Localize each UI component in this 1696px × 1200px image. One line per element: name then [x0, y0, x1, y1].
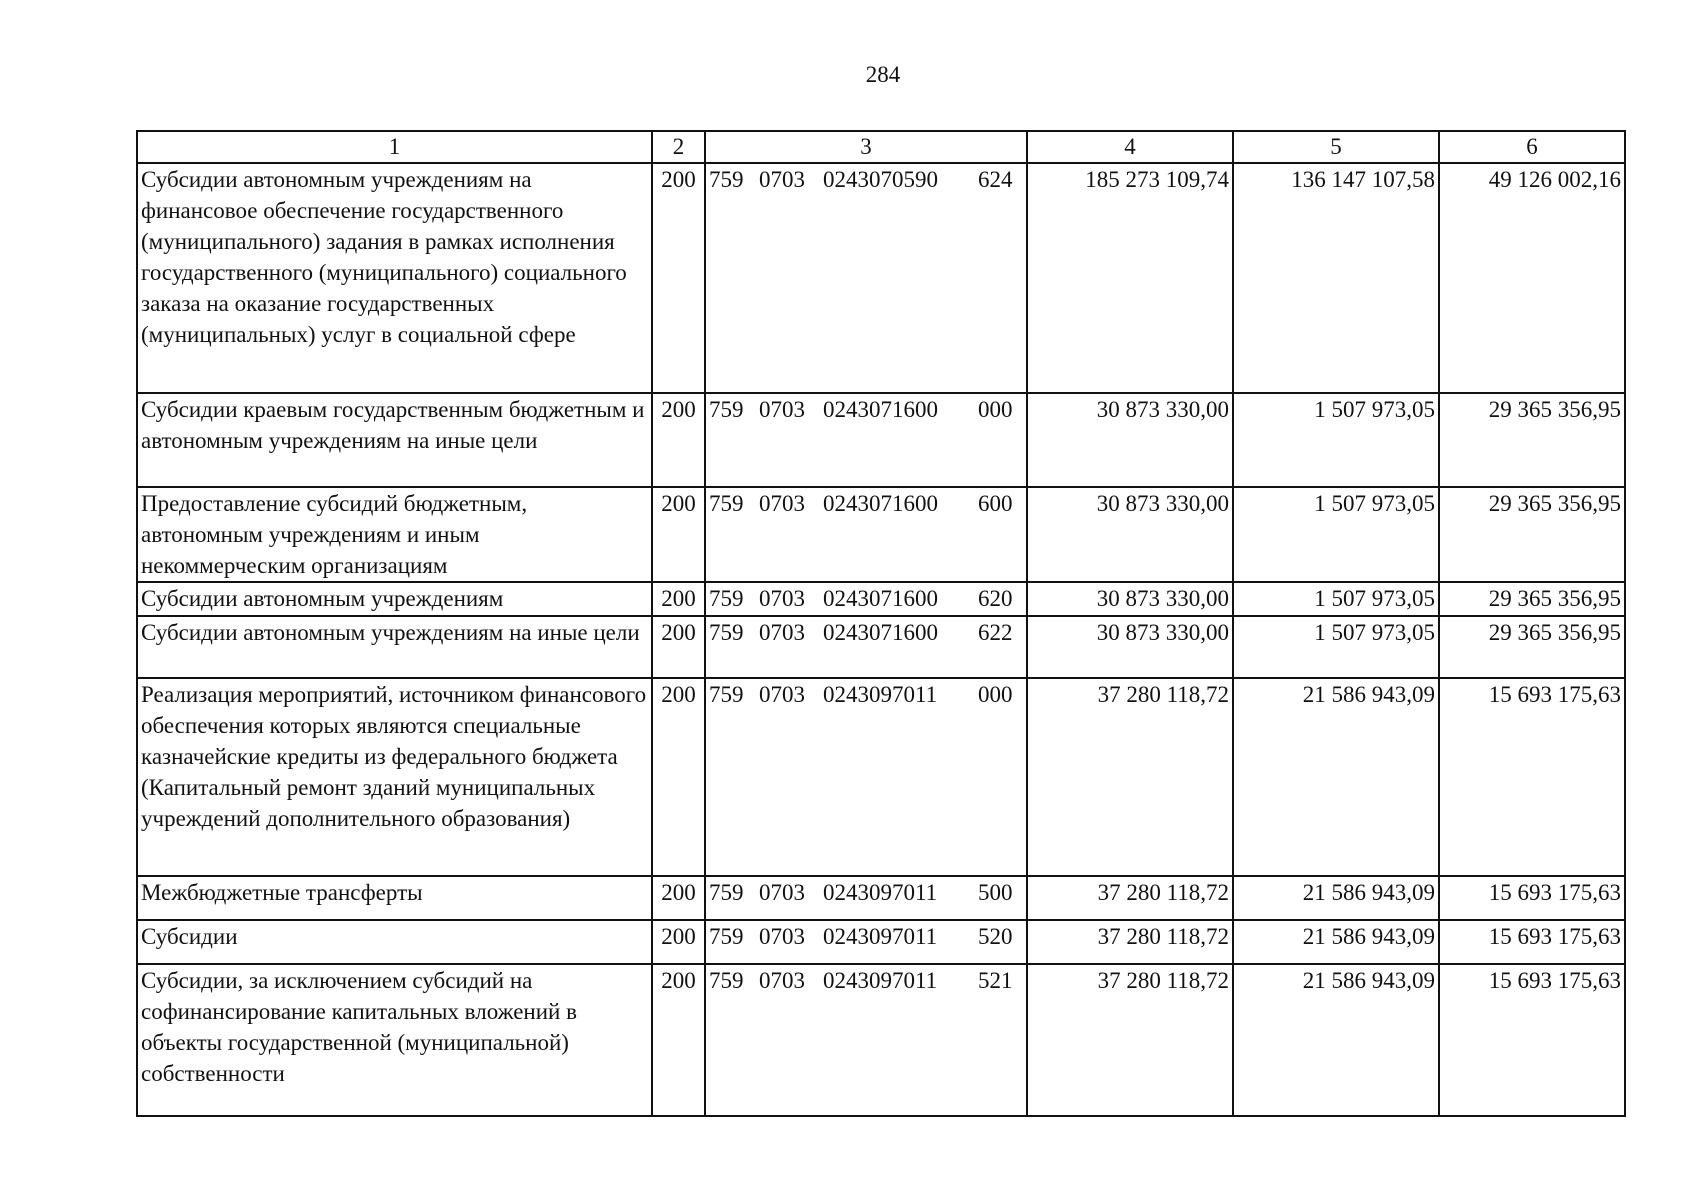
row-col2: 200 [652, 616, 705, 678]
row-section: 0703 [759, 491, 805, 516]
row-code [705, 964, 1027, 1116]
row-target: 0243071600 [823, 491, 938, 516]
row-name: Субсидии автономным учреждениям на финансовое обеспечение государственного (муниципального) задания в рамках исполнения государственного (муниципального) социального заказа на оказание государственных (муниципальных) услуг в социальной сфере [137, 163, 652, 393]
row-col4: 30 873 330,00 [1027, 582, 1233, 616]
row-col4: 37 280 118,72 [1027, 920, 1233, 964]
row-code [705, 678, 1027, 876]
row-col2: 200 [652, 393, 705, 487]
row-col4: 30 873 330,00 [1027, 616, 1233, 678]
row-vr: 000 [978, 397, 1013, 422]
row-section: 0703 [759, 924, 805, 949]
row-code [705, 920, 1027, 964]
row-col6: 29 365 356,95 [1439, 393, 1625, 487]
row-code [705, 582, 1027, 616]
table-row [137, 616, 1625, 678]
row-col2: 200 [652, 964, 705, 1116]
table-row [137, 876, 1625, 920]
row-target: 0243071600 [823, 586, 938, 611]
row-name: Реализация мероприятий, источником финансового обеспечения которых являются специальные казначейские кредиты из федерального бюджета (Капитальный ремонт зданий муниципальных учреждений дополнительного образования) [137, 678, 652, 876]
row-col4: 30 873 330,00 [1027, 393, 1233, 487]
row-target: 0243097011 [823, 880, 938, 905]
row-code [705, 393, 1027, 487]
row-col5: 21 586 943,09 [1233, 876, 1439, 920]
row-name: Субсидии [137, 920, 652, 964]
row-col2: 200 [652, 487, 705, 582]
table-row [137, 163, 1625, 393]
row-col6: 49 126 002,16 [1439, 163, 1625, 393]
row-vr: 000 [978, 682, 1013, 707]
row-section: 0703 [759, 167, 805, 192]
table-row [137, 393, 1625, 487]
row-vr: 500 [978, 880, 1013, 905]
row-name: Межбюджетные трансферты [137, 876, 652, 920]
row-col5: 1 507 973,05 [1233, 393, 1439, 487]
row-grbs: 759 [709, 397, 744, 422]
budget-table [136, 130, 1626, 1117]
row-section: 0703 [759, 968, 805, 993]
row-col2: 200 [652, 876, 705, 920]
row-code [705, 876, 1027, 920]
row-col2: 200 [652, 163, 705, 393]
row-target: 0243097011 [823, 682, 938, 707]
row-vr: 622 [978, 620, 1013, 645]
header-col-2: 2 [652, 131, 705, 163]
row-col2: 200 [652, 920, 705, 964]
row-col5: 136 147 107,58 [1233, 163, 1439, 393]
row-name: Субсидии, за исключением субсидий на софинансирование капитальных вложений в объекты государственной (муниципальной) собственности [137, 964, 652, 1116]
row-col5: 21 586 943,09 [1233, 678, 1439, 876]
row-section: 0703 [759, 880, 805, 905]
row-grbs: 759 [709, 586, 744, 611]
header-col-6: 6 [1439, 131, 1625, 163]
row-vr: 620 [978, 586, 1013, 611]
row-code [705, 616, 1027, 678]
row-name: Субсидии автономным учреждениям [137, 582, 652, 616]
row-code [705, 487, 1027, 582]
row-col6: 15 693 175,63 [1439, 964, 1625, 1116]
row-vr: 520 [978, 924, 1013, 949]
row-name: Предоставление субсидий бюджетным, автономным учреждениям и иным некоммерческим организациям [137, 487, 652, 582]
table-row [137, 582, 1625, 616]
row-col4: 37 280 118,72 [1027, 876, 1233, 920]
row-col5: 1 507 973,05 [1233, 487, 1439, 582]
row-col5: 1 507 973,05 [1233, 582, 1439, 616]
row-code [705, 163, 1027, 393]
row-col6: 29 365 356,95 [1439, 582, 1625, 616]
row-section: 0703 [759, 586, 805, 611]
row-col5: 21 586 943,09 [1233, 964, 1439, 1116]
row-grbs: 759 [709, 682, 744, 707]
row-col2: 200 [652, 582, 705, 616]
row-grbs: 759 [709, 491, 744, 516]
row-target: 0243071600 [823, 620, 938, 645]
row-col4: 30 873 330,00 [1027, 487, 1233, 582]
row-col4: 37 280 118,72 [1027, 964, 1233, 1116]
row-col4: 185 273 109,74 [1027, 163, 1233, 393]
row-section: 0703 [759, 397, 805, 422]
row-grbs: 759 [709, 968, 744, 993]
page-number: 284 [865, 62, 901, 87]
row-col2: 200 [652, 678, 705, 876]
row-vr: 521 [978, 968, 1013, 993]
row-grbs: 759 [709, 167, 744, 192]
row-name: Субсидии автономным учреждениям на иные цели [137, 616, 652, 678]
row-grbs: 759 [709, 880, 744, 905]
row-vr: 600 [978, 491, 1013, 516]
table-row [137, 920, 1625, 964]
row-col6: 29 365 356,95 [1439, 616, 1625, 678]
row-col4: 37 280 118,72 [1027, 678, 1233, 876]
row-col6: 15 693 175,63 [1439, 678, 1625, 876]
row-target: 0243070590 [823, 167, 938, 192]
row-col6: 15 693 175,63 [1439, 876, 1625, 920]
row-section: 0703 [759, 682, 805, 707]
row-grbs: 759 [709, 620, 744, 645]
row-col6: 29 365 356,95 [1439, 487, 1625, 582]
header-row [137, 131, 1625, 163]
row-grbs: 759 [709, 924, 744, 949]
header-col-1: 1 [137, 131, 652, 163]
row-target: 0243097011 [823, 924, 938, 949]
row-col5: 1 507 973,05 [1233, 616, 1439, 678]
table-row [137, 964, 1625, 1116]
header-col-3: 3 [705, 131, 1027, 163]
header-col-5: 5 [1233, 131, 1439, 163]
row-col5: 21 586 943,09 [1233, 920, 1439, 964]
row-section: 0703 [759, 620, 805, 645]
row-col6: 15 693 175,63 [1439, 920, 1625, 964]
table-row [137, 678, 1625, 876]
row-target: 0243071600 [823, 397, 938, 422]
table-row [137, 487, 1625, 582]
row-target: 0243097011 [823, 968, 938, 993]
row-vr: 624 [978, 167, 1013, 192]
row-name: Субсидии краевым государственным бюджетным и автономным учреждениям на иные цели [137, 393, 652, 487]
header-col-4: 4 [1027, 131, 1233, 163]
